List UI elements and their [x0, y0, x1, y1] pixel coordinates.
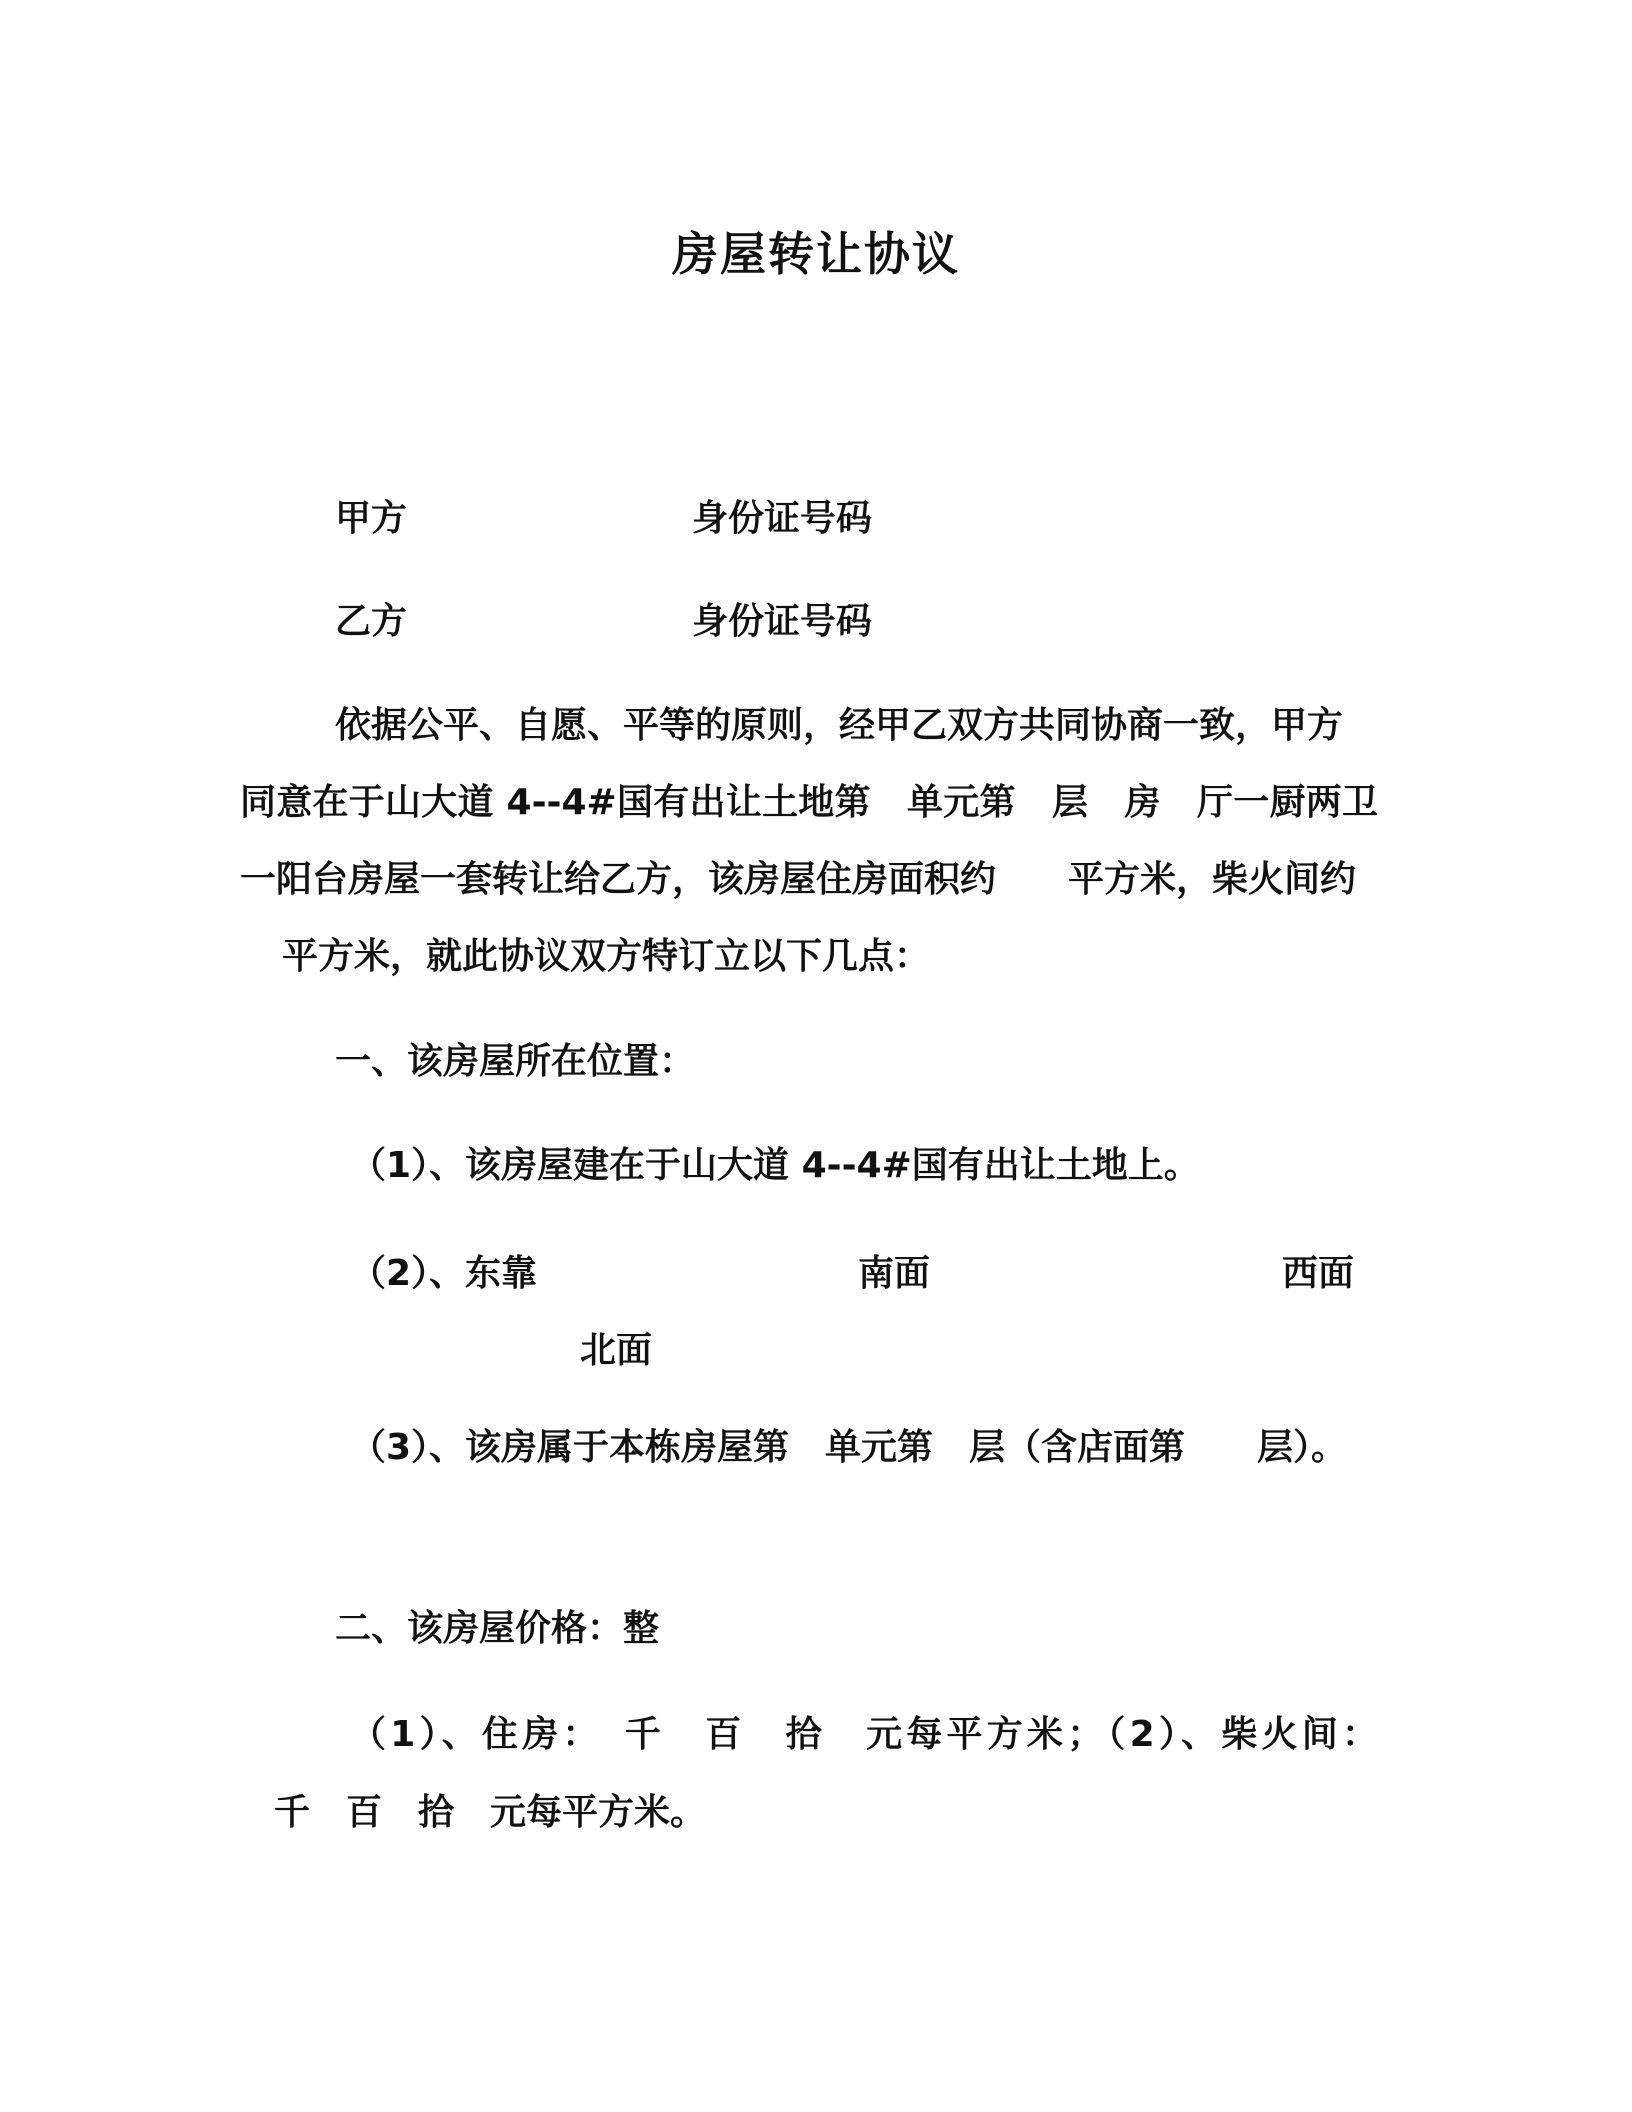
intro-line-1: 依据公平、自愿、平等的原则，经甲乙双方共同协商一致，甲方 [335, 705, 1344, 746]
price-line-1: （1）、住房： 千 百 拾 元每平方米；（2）、柴火间： [350, 1714, 1378, 1755]
price-line-2: 千 百 拾 元每平方米。 [274, 1792, 707, 1833]
section-1-heading: 一、该房屋所在位置： [335, 1041, 696, 1082]
party-b-id-label: 身份证号码 [692, 601, 873, 642]
item-1-2-west: 西面 [1282, 1253, 1355, 1294]
item-1-3: （3）、该房属于本栋房屋第 单元第 层（含店面第 层）。 [350, 1427, 1348, 1468]
item-1-2-east: （2）、东靠 [350, 1253, 538, 1294]
section-2-heading: 二、该房屋价格：整 [335, 1608, 660, 1649]
party-a-id-label: 身份证号码 [692, 498, 873, 539]
intro-line-4: 平方米，就此协议双方特订立以下几点： [282, 936, 931, 977]
intro-line-3: 一阳台房屋一套转让给乙方，该房屋住房面积约 平方米，柴火间约 [240, 859, 1357, 900]
intro-line-2: 同意在于山大道 4--4#国有出让土地第 单元第 层 房 厅一厨两卫 [240, 782, 1378, 823]
item-1-2-south: 南面 [858, 1253, 931, 1294]
party-b-label: 乙方 [335, 601, 408, 642]
party-a-label: 甲方 [335, 498, 408, 539]
item-1-1: （1）、该房屋建在于山大道 4--4#国有出让土地上。 [350, 1145, 1200, 1186]
item-1-2-north: 北面 [580, 1330, 653, 1371]
document-title: 房屋转让协议 [672, 227, 960, 281]
